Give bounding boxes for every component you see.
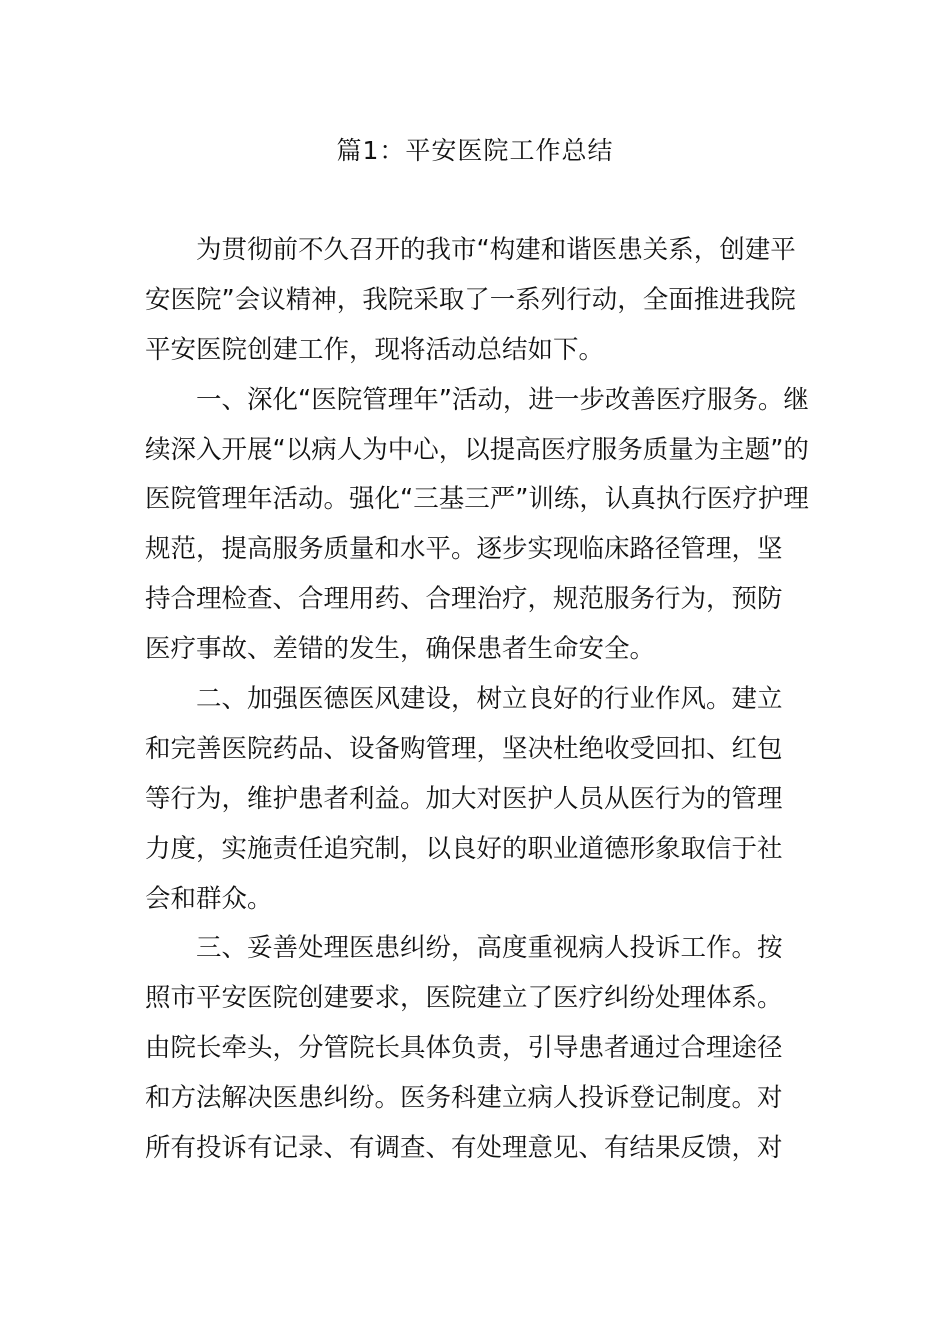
text-line: 二、加强医德医风建设，树立良好的行业作风。建立 — [145, 684, 783, 715]
text-line: 会和群众。 — [145, 883, 273, 914]
paragraph-section-1 — [145, 376, 810, 675]
text-line: 平安医院创建工作，现将活动总结如下。 — [145, 334, 605, 365]
paragraph-section-2 — [145, 675, 810, 924]
document-body — [145, 226, 810, 1174]
text-line: 力度，实施责任追究制，以良好的职业道德形象取信于社 — [145, 833, 783, 864]
text-line: 一、深化“医院管理年”活动，进一步改善医疗服务。继 — [145, 384, 809, 415]
text-line: 医疗事故、差错的发生，确保患者生命安全。 — [145, 634, 656, 665]
text-line: 续深入开展“以病人为中心，以提高医疗服务质量为主题”的 — [145, 434, 809, 465]
text-line: 照市平安医院创建要求，医院建立了医疗纠纷处理体系。 — [145, 983, 783, 1014]
paragraph-intro — [145, 226, 810, 376]
document-title: 篇1：平安医院工作总结 — [336, 136, 614, 165]
text-line: 所有投诉有记录、有调查、有处理意见、有结果反馈，对 — [145, 1133, 783, 1164]
text-line: 医院管理年活动。强化“三基三严”训练，认真执行医疗护理 — [145, 484, 809, 515]
text-line: 等行为，维护患者利益。加大对医护人员从医行为的管理 — [145, 783, 783, 814]
text-line: 三、妥善处理医患纠纷，高度重视病人投诉工作。按 — [145, 933, 783, 964]
text-line: 和方法解决医患纠纷。医务科建立病人投诉登记制度。对 — [145, 1083, 783, 1114]
text-line: 为贯彻前不久召开的我市“构建和谐医患关系，创建平 — [145, 235, 796, 265]
text-line: 规范，提高服务质量和水平。逐步实现临床路径管理，坚 — [145, 534, 783, 565]
paragraph-section-3 — [145, 924, 810, 1173]
text-line: 安医院”会议精神，我院采取了一系列行动，全面推进我院 — [145, 284, 796, 315]
text-line: 和完善医院药品、设备购管理，坚决杜绝收受回扣、红包 — [145, 733, 783, 764]
text-line: 由院长牵头，分管院长具体负责，引导患者通过合理途径 — [145, 1033, 783, 1064]
text-line: 持合理检查、合理用药、合理治疗，规范服务行为，预防 — [145, 584, 783, 615]
